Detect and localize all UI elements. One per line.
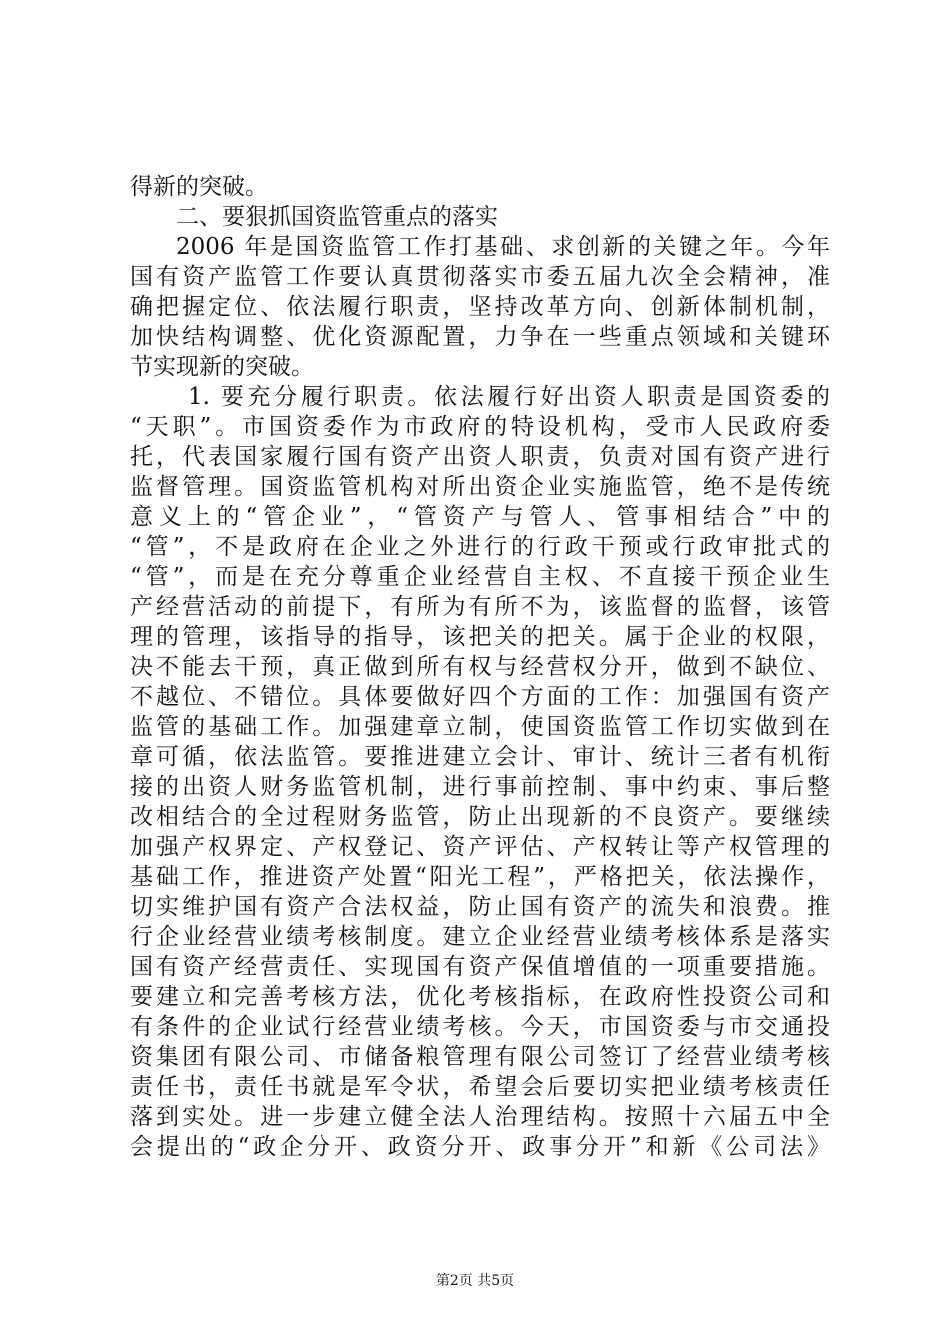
text-line: 2006 年是国资监管工作打基础、求创新的关键之年。今年 bbox=[176, 234, 830, 260]
section-heading: 二、要狠抓国资监管重点的落实 bbox=[176, 204, 498, 230]
text-line: 落到实处。进一步建立健全法人治理结构。按照十六届五中全 bbox=[130, 1104, 830, 1130]
text-line: 托，代表国家履行国有资产出资人职责，负责对国有资产进行 bbox=[130, 444, 830, 470]
text-line: 确把握定位、依法履行职责，坚持改革方向、创新体制机制， bbox=[130, 294, 830, 320]
text-line: 国有资产经营责任、实现国有资产保值增值的一项重要措施。 bbox=[130, 954, 830, 980]
text-line: “天职”。市国资委作为市政府的特设机构，受市人民政府委 bbox=[130, 414, 830, 440]
text-line: “管”，不是政府在企业之外进行的行政干预或行政审批式的 bbox=[130, 534, 830, 560]
text-line: 要建立和完善考核方法，优化考核指标，在政府性投资公司和 bbox=[130, 984, 830, 1010]
text-line: 监督管理。国资监管机构对所出资企业实施监管，绝不是传统 bbox=[130, 474, 830, 500]
text-line: 决不能去干预，真正做到所有权与经营权分开，做到不缺位、 bbox=[130, 654, 830, 680]
text-line: 有条件的企业试行经营业绩考核。今天，市国资委与市交通投 bbox=[130, 1014, 830, 1040]
text-line: 加强产权界定、产权登记、资产评估、产权转让等产权管理的 bbox=[130, 834, 830, 860]
text-line: 意义上的“管企业”，“管资产与管人、管事相结合”中的 bbox=[130, 504, 830, 530]
text-line: 责任书，责任书就是军令状，希望会后要切实把业绩考核责任 bbox=[130, 1074, 830, 1100]
text-line: 监管的基础工作。加强建章立制，使国资监管工作切实做到在 bbox=[130, 714, 830, 740]
text-line: 接的出资人财务监管机制，进行事前控制、事中约束、事后整 bbox=[130, 774, 830, 800]
text-line: 得新的突破。 bbox=[130, 174, 268, 200]
text-line: 节实现新的突破。 bbox=[130, 354, 314, 380]
text-line: 国有资产监管工作要认真贯彻落实市委五届九次全会精神，准 bbox=[130, 264, 830, 290]
text-line: 基础工作，推进资产处置“阳光工程”，严格把关，依法操作， bbox=[130, 864, 830, 890]
text-line: 资集团有限公司、市储备粮管理有限公司签订了经营业绩考核 bbox=[130, 1044, 830, 1070]
text-line: 行企业经营业绩考核制度。建立企业经营业绩考核体系是落实 bbox=[130, 924, 830, 950]
text-line: 加快结构调整、优化资源配置，力争在一些重点领域和关键环 bbox=[130, 324, 830, 350]
text-line: 不越位、不错位。具体要做好四个方面的工作：加强国有资产 bbox=[130, 684, 830, 710]
text-line: “管”，而是在充分尊重企业经营自主权、不直接干预企业生 bbox=[130, 564, 830, 590]
text-line: 产经营活动的前提下，有所为有所不为，该监督的监督，该管 bbox=[130, 594, 830, 620]
text-line: 会提出的“政企分开、政资分开、政事分开”和新《公司法》 bbox=[130, 1134, 830, 1160]
text-line: 改相结合的全过程财务监管，防止出现新的不良资产。要继续 bbox=[130, 804, 830, 830]
text-line: 章可循，依法监管。要推进建立会计、审计、统计三者有机衔 bbox=[130, 744, 830, 770]
text-line: 理的管理，该指导的指导，该把关的把关。属于企业的权限， bbox=[130, 624, 830, 650]
page-number-footer: 第2页 共5页 bbox=[435, 1273, 515, 1289]
document-body bbox=[130, 172, 830, 1162]
text-line: 切实维护国有资产合法权益，防止国有资产的流失和浪费。推 bbox=[130, 894, 830, 920]
text-line: 1. 要充分履行职责。依法履行好出资人职责是国资委的 bbox=[188, 384, 830, 410]
